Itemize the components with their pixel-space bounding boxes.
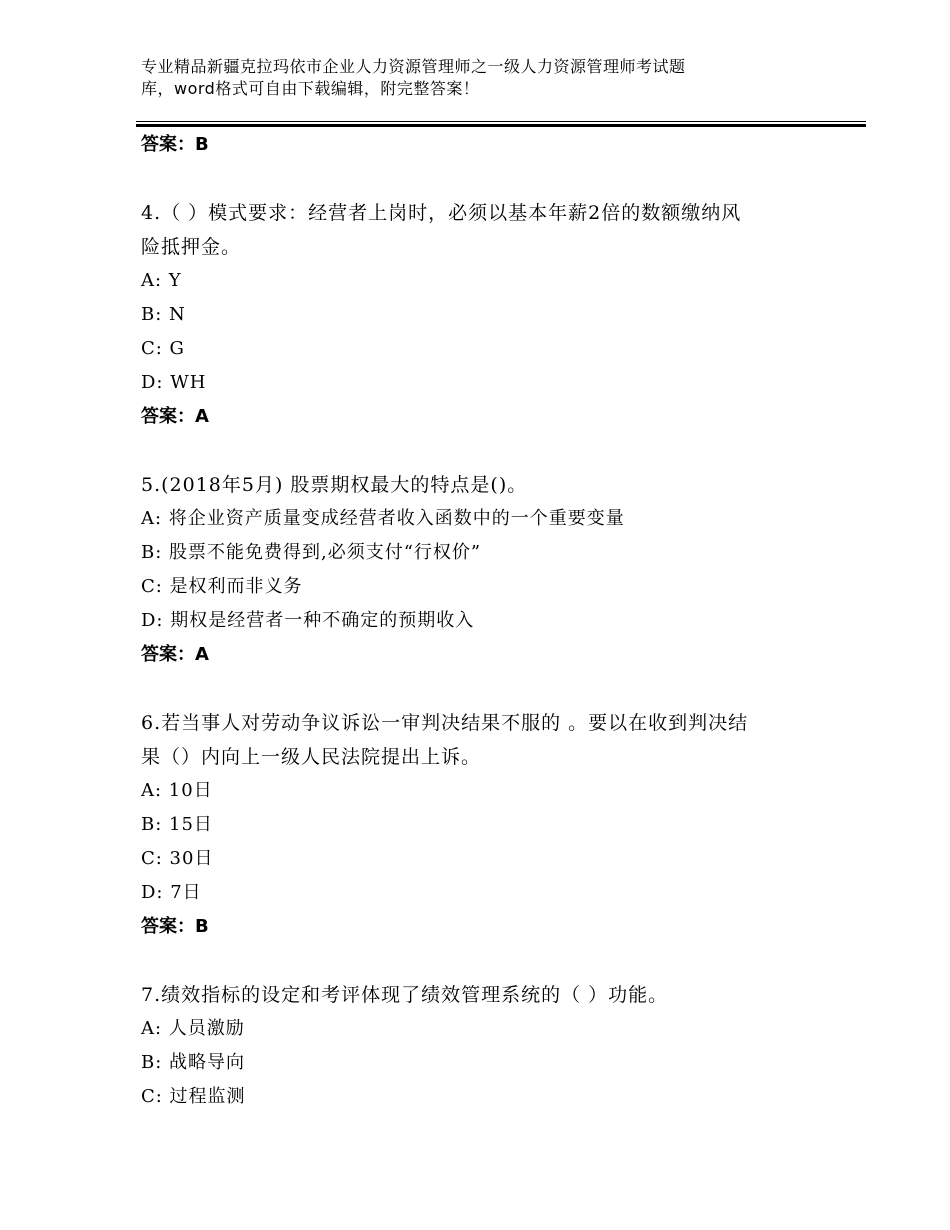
header-line-1: 专业精品新疆克拉玛依市企业人力资源管理师之一级人力资源管理师考试题 [141,57,686,76]
header-line-2: 库，word格式可自由下载编辑，附完整答案！ [141,79,480,98]
question-6-option-a: A: 10日 [141,780,213,801]
question-6-line-1: 6.若当事人对劳动争议诉讼一审判决结果不服的 。要以在收到判决结 [141,712,749,734]
question-6 [141,706,821,774]
question-4-line-1: 4.（ ）模式要求：经营者上岗时，必须以基本年薪2倍的数额缴纳风 [141,202,742,224]
question-6-option-b: B: 15日 [141,814,213,835]
question-5 [141,468,821,502]
document-header [141,56,841,100]
answer-q6: 答案：B [141,916,209,937]
question-7-option-c: C: 过程监测 [141,1086,246,1107]
question-7-line-1: 7.绩效指标的设定和考评体现了绩效管理系统的（ ）功能。 [141,984,669,1006]
header-rule-thick [136,124,866,127]
question-4-option-b: B: N [141,304,186,325]
question-4-option-a: A: Y [141,270,182,291]
document-body [141,128,821,1114]
question-4-option-c: C: G [141,338,185,359]
question-7-option-a: A: 人员激励 [141,1018,245,1039]
answer-q3: 答案：B [141,134,209,155]
question-6-line-2: 果（）内向上一级人民法院提出上诉。 [141,746,482,768]
question-7 [141,978,821,1012]
question-5-option-a: A: 将企业资产质量变成经营者收入函数中的一个重要变量 [141,508,625,529]
question-5-option-b: B: 股票不能免费得到,必须支付“行权价” [141,542,482,563]
answer-q4: 答案：A [141,406,209,427]
header-rule-thin [136,121,866,122]
answer-q5: 答案：A [141,644,209,665]
question-5-line-1: 5.(2018年5月) 股票期权最大的特点是()。 [141,474,528,496]
question-7-option-b: B: 战略导向 [141,1052,246,1073]
question-5-option-d: D: 期权是经营者一种不确定的预期收入 [141,610,475,631]
question-4-option-d: D: WH [141,372,207,393]
question-6-option-c: C: 30日 [141,848,214,869]
question-6-option-d: D: 7日 [141,882,202,903]
question-4-line-2: 险抵押金。 [141,236,242,258]
question-5-option-c: C: 是权利而非义务 [141,576,303,597]
question-4 [141,196,821,264]
